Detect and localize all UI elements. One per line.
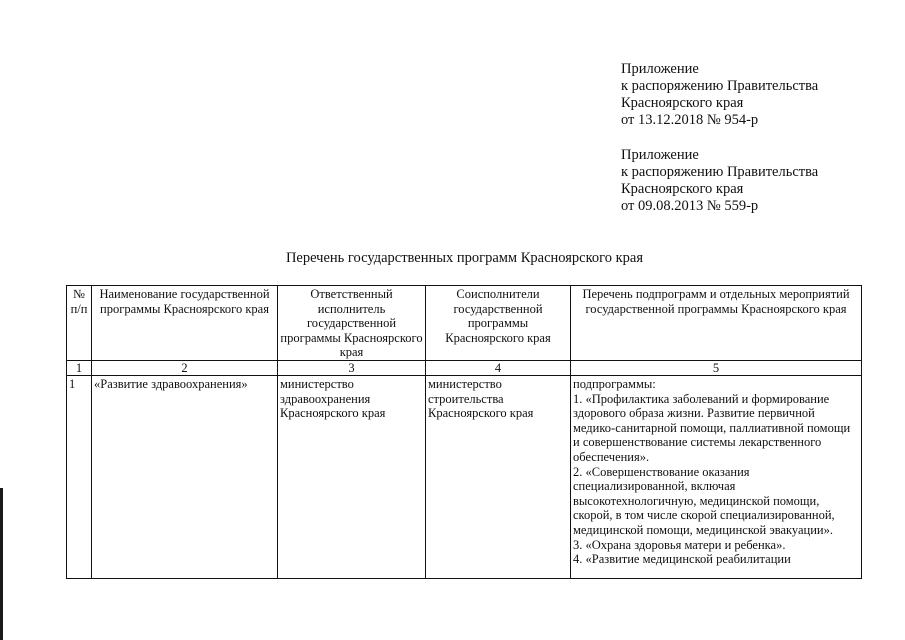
header-program-name: Наименование государственной программы Красноярского края (92, 286, 278, 361)
table-header-row (67, 286, 862, 361)
appendix-current-line: Приложение (621, 61, 699, 77)
subprogram-item: 2. «Совершенствование оказания специализированной, включая высокотехнологичную, медицинской помощи, скорой, в том числе скорой специализированной, медицинской помощи, медицинской эвакуации». (573, 464, 835, 537)
subprogram-item: 4. «Развитие медицинской реабилитации (573, 552, 791, 567)
subprogram-item: 3. «Охрана здоровья матери и ребенка». (573, 537, 786, 552)
column-number: 5 (571, 360, 862, 375)
appendix-current-line: к распоряжению Правительства (621, 78, 819, 94)
responsible-executor: министерство здравоохранения Красноярского края (278, 375, 426, 578)
subprograms-heading: подпрограммы: (573, 376, 656, 391)
appendix-original-block (621, 147, 818, 215)
column-number-row (67, 360, 862, 375)
column-number: 4 (426, 360, 571, 375)
column-number: 1 (67, 360, 92, 375)
header-subprograms-list: Перечень подпрограмм и отдельных мероприятий государственной программы Красноярского края (571, 286, 862, 361)
scan-edge-mark (0, 488, 3, 640)
column-number: 3 (278, 360, 426, 375)
header-number: № п/п (67, 286, 92, 361)
header-co-executors: Соисполнители государственной программы Красноярского края (426, 286, 571, 361)
co-executor: министерство строительства Красноярского края (426, 375, 571, 578)
document-title: Перечень государственных программ Красноярского края (285, 250, 644, 266)
appendix-current-date: от 13.12.2018 № 954-р (621, 112, 759, 128)
appendix-current-line: Красноярского края (621, 95, 744, 111)
appendix-original-date: от 09.08.2013 № 559-р (621, 198, 759, 214)
column-number: 2 (92, 360, 278, 375)
appendix-current-block (621, 61, 818, 129)
header-responsible-executor: Ответственный исполнитель государственной программы Красноярского края (278, 286, 426, 361)
appendix-original-line: к распоряжению Правительства (621, 164, 819, 180)
programs-table (66, 285, 862, 579)
row-number: 1 (67, 375, 92, 578)
subprograms-cell (571, 375, 862, 578)
appendix-original-line: Приложение (621, 147, 699, 163)
program-name: «Развитие здравоохранения» (92, 375, 278, 578)
table-row (67, 375, 862, 578)
subprogram-item: 1. «Профилактика заболеваний и формирование здорового образа жизни. Развитие первичной медико-санитарной помощи, паллиативной помощи и совершенствование системы лекарственного обеспечения». (573, 391, 851, 464)
appendix-original-line: Красноярского края (621, 181, 744, 197)
